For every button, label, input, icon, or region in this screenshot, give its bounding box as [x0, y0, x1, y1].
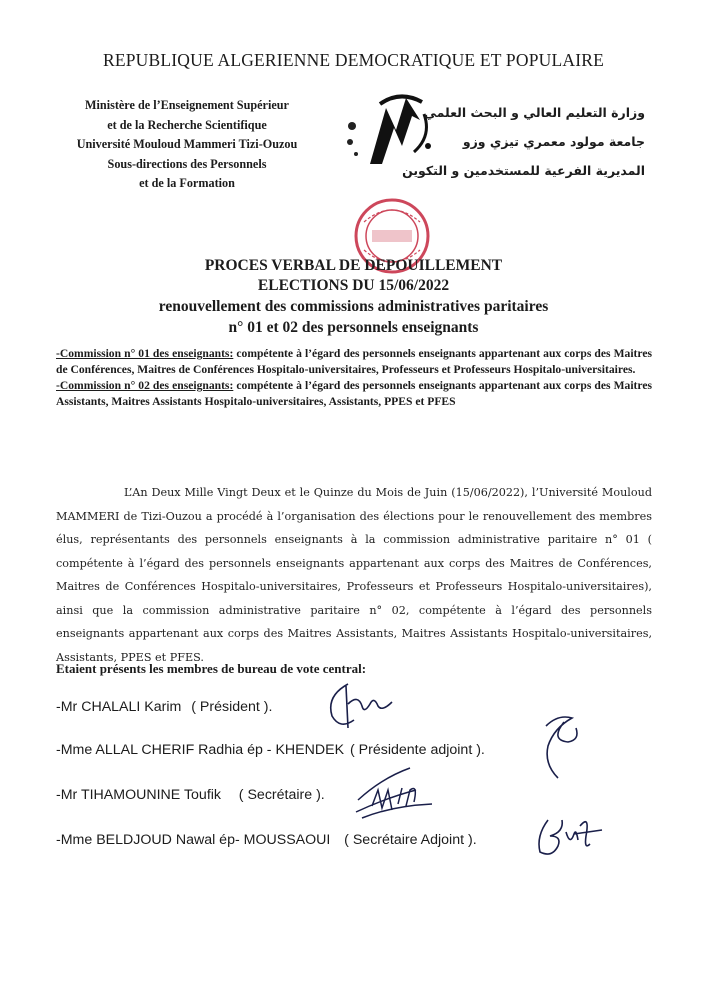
title-line-3: renouvellement des commissions administratives paritaires	[158, 298, 549, 315]
member-name: -Mme BELDJOUD Nawal ép- MOUSSAOUI	[56, 832, 331, 848]
arabic-header	[402, 98, 645, 185]
signature-vice-president-icon	[528, 712, 588, 784]
ministry-line: Université Mouloud Mammeri Tizi-Ouzou	[76, 137, 298, 151]
arabic-line: المديرية الفرعية للمستخدمين و التكوين	[402, 163, 645, 178]
member-name: -Mr TIHAMOUNINE Toufik	[56, 787, 222, 803]
document-titles	[0, 256, 707, 338]
member-name: -Mr CHALALI Karim	[56, 699, 182, 715]
ministry-line: Ministère de l’Enseignement Supérieur	[85, 98, 289, 112]
signature-president-icon	[318, 676, 398, 732]
republic-title: REPUBLIQUE ALGERIENNE DEMOCRATIQUE ET POPULAIRE	[102, 50, 604, 70]
commissions-block	[56, 346, 652, 410]
title-line-4: n° 01 et 02 des personnels enseignants	[228, 319, 479, 336]
member-row	[56, 832, 477, 848]
commission-01	[56, 346, 652, 378]
member-name: -Mme ALLAL CHERIF Radhia ép - KHENDEK	[56, 742, 345, 758]
commission-label: -Commission n° 02 des enseignants:	[56, 379, 234, 392]
member-row	[56, 699, 272, 715]
ministry-block	[52, 96, 322, 194]
commission-label: -Commission n° 01 des enseignants:	[56, 347, 234, 360]
signature-secretary-icon	[352, 760, 436, 822]
member-role: ( Président ).	[191, 699, 273, 715]
member-role: ( Secrétaire ).	[238, 787, 325, 803]
commission-text: compétente à l’égard des personnels enseignants appartenant aux corps des Maitres de Conférences, Maitres de Conférences Hospitalo-universitaires, Professeurs et Professeurs Hospitalo-universitaires.	[56, 347, 652, 376]
member-row	[56, 787, 325, 803]
arabic-line: جامعة مولود معمري تيزي وزو	[462, 134, 645, 149]
present-heading: Etaient présents les membres de bureau de vote central:	[56, 661, 367, 676]
arabic-line: وزارة التعليم العالي و البحث العلمي	[423, 105, 645, 120]
member-role: ( Présidente adjoint ).	[350, 742, 485, 758]
ministry-line: et de la Formation	[139, 176, 235, 190]
commission-02	[56, 378, 652, 410]
title-line-1: PROCES VERBAL DE DEPOUILLEMENT	[204, 257, 503, 274]
ministry-line: Sous-directions des Personnels	[107, 156, 267, 171]
title-line-2: ELECTIONS DU 15/06/2022	[257, 277, 450, 294]
commission-text: compétente à l’égard des personnels enseignants appartenant aux corps des Maitres Assistants, Maitres Assistants Hospitalo-universitaires, Assistants, PPES et PFES	[56, 379, 652, 408]
ministry-line: et de la Recherche Scientifique	[107, 117, 267, 132]
body-paragraph: L’An Deux Mille Vingt Deux et le Quinze du Mois de Juin (15/06/2022), l’Université Mouloud MAMMERI de Tizi-Ouzou a procédé à l’organisation des élections pour le renouvellement des membres élus, représentants des personnels enseignants à la commission administrative paritaire n° 01 ( compétente à l’égard des personnels enseignants appartenant aux corps des Maitres de Conférences, Maitres de Conférences Hospitalo-universitaires, Professeurs et Professeurs Hospitalo-universitaires), ainsi que la commission administrative paritaire n° 02, compétente à l’égard des personnels enseignants appartenant aux corps des Maitres Assistants, Maitres Assistants Hospitalo-universitaires, Assistants, PPES et PFES.	[56, 486, 652, 664]
member-row	[56, 742, 485, 758]
signature-deputy-secretary-icon	[518, 806, 604, 864]
member-role: ( Secrétaire Adjoint ).	[344, 832, 477, 848]
